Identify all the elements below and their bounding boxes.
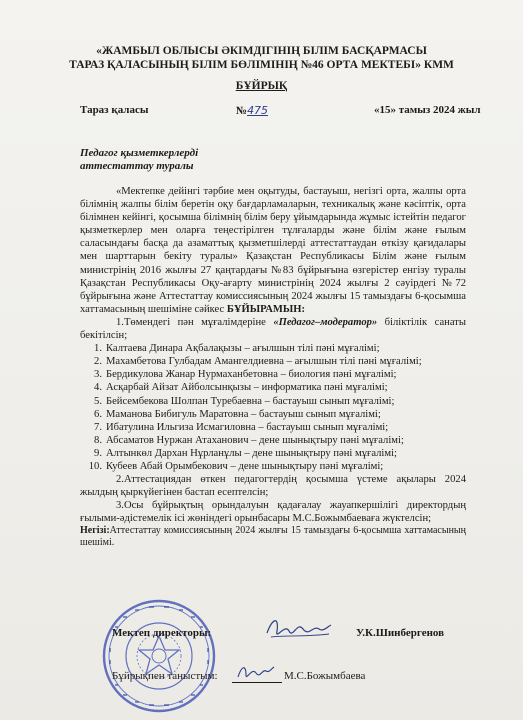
- list-item-number: 6.: [94, 408, 102, 420]
- basis-label: Негізі:: [80, 525, 110, 537]
- city: Тараз қаласы: [80, 104, 149, 116]
- list-item: [80, 395, 466, 408]
- list-item-number: 9.: [94, 447, 102, 459]
- official-stamp-icon: [101, 598, 217, 714]
- point-1: [80, 316, 466, 342]
- list-item-text: Бердикулова Жанар Нурмаханбетовна – биология пәні мұғалімі;: [106, 369, 397, 381]
- director-name: У.К.Шинбергенов: [356, 627, 445, 639]
- order-number: [236, 104, 268, 117]
- list-item: [80, 381, 466, 394]
- list-item-text: Асқарбай Айзат Айболсынқызы – информатика пәні мұғалімі;: [106, 382, 388, 394]
- subject-line-2: аттестаттау туралы: [80, 160, 194, 172]
- basis-text: Аттестаттау комиссиясының 2024 жылғы 15 тамыздағы 6-қосымша хаттамасының шешімі.: [80, 525, 466, 549]
- order-title: БҰЙРЫҚ: [235, 80, 288, 92]
- list-item-text: Калтаева Динара Ақбалақызы – ағылшын тілі пәні мұғалімі;: [106, 343, 380, 355]
- list-item-number: 8.: [94, 434, 102, 446]
- familiarized-name: М.С.Божымбаева: [284, 670, 366, 682]
- list-item-text: Маманова Бибигуль Маратовна – бастауыш сынып мұғалімі;: [106, 408, 381, 420]
- point-3: 3.Осы бұйрықтың орындалуын қадағалау жауапкершілігі директордың ғылыми-әдістемелік ісі жөніндегі орынбасары М.С.Божымбаеваға жүктелсін;: [80, 500, 466, 525]
- list-item-text: Алтынкөл Дархан Нұрланұлы – дене шынықтыру пәні мұғалімі;: [106, 447, 397, 459]
- list-item-number: 2.: [94, 356, 102, 368]
- director-label: Мектеп директоры:: [112, 627, 212, 639]
- point-1-category: «Педагог–модератор»: [273, 316, 378, 328]
- preamble-text: «Мектепке дейінгі тәрбие мен оқытуды, бастауыш, негізгі орта, жалпы орта білімнің жалпы білім беретін оқу бағдарламаларын, техникалық және кәсіптік, орта білімнен кейінгі, қосымша білімнің білім беру ұйымдарында жұмыс істейтін педагог қызметкерлер мен оларға теңестірілген тұлғаларды және білім және ғылым саласындағы басқа да азаматтық қызметшілерді аттестаттаудан өткізу қағидалары мен шарттарын бекіту туралы» Қазақстан Республикасы Білім және ғылым министрінің 2016 жылғы 27 қаңтардағы №83 бұйрығына өзгерістер енгізу туралы Қазақстан Республикасы Оқу-ағарту министрінің 2024 жылғы 2 сәуірдегі №72 бұйрығына және Аттестаттау комиссиясының 2024 жылғы 15 тамыздағы 6-қосымша хаттамасының шешіміне сәйкес: [80, 186, 466, 315]
- list-item: [80, 460, 466, 473]
- header-line-1: «ЖАМБЫЛ ОБЛЫСЫ ӘКІМДІГІНІҢ БІЛІМ БАСҚАРМАСЫ: [96, 45, 427, 57]
- list-item-text: Бейсембекова Шолпан Туребаевна – бастауыш сынып мұғалімі;: [106, 395, 395, 407]
- familiarized-signature-icon: [234, 659, 276, 685]
- preamble: [80, 185, 466, 316]
- list-item-number: 7.: [94, 421, 102, 433]
- order-subject: [80, 147, 198, 173]
- teacher-list: [80, 342, 466, 473]
- list-item-number: 10.: [88, 460, 102, 472]
- list-item: [80, 342, 466, 355]
- familiarized-label: Бұйрықпен таныстым:: [112, 670, 218, 682]
- list-item-number: 3.: [94, 369, 102, 381]
- subject-line-1: Педагог қызметкерлерді: [80, 147, 199, 159]
- list-item-number: 4.: [94, 382, 102, 394]
- list-item-text: Махамбетова Гулбадам Амангелдиевна – ағылшын тілі пәні мұғалімі;: [106, 356, 422, 368]
- list-item-text: Абсаматов Нуржан Атаханович – дене шынықтыру пәні мұғалімі;: [106, 434, 404, 446]
- list-item: [80, 421, 466, 434]
- director-signature-icon: [263, 613, 333, 645]
- order-number-prefix: №: [236, 105, 248, 117]
- order-body: [80, 185, 466, 549]
- list-item: [80, 368, 466, 381]
- list-item-number: 1.: [94, 343, 102, 355]
- list-item-number: 5.: [94, 395, 102, 407]
- list-item-text: Кубеев Абай Орымбекович – дене шынықтыру пәні мұғалімі;: [106, 460, 384, 472]
- order-number-handwritten: 475: [247, 104, 269, 117]
- order-date: «15» тамыз 2024 жыл: [374, 104, 481, 116]
- header-line-2: ТАРАЗ ҚАЛАСЫНЫҢ БІЛІМ БӨЛІМІНІҢ №46 ОРТА МЕКТЕБІ» КММ: [69, 59, 454, 71]
- list-item-text: Ибатулина Ильгиза Исмагиловна – бастауыш сынып мұғалімі;: [106, 421, 389, 433]
- point-2: 2.Аттестациядан өткен педагогтердің қосымша үстеме ақылары 2024 жылдың қыркүйегінен бастап есептелсін;: [80, 474, 466, 499]
- list-item: [80, 408, 466, 421]
- point-1-before: 1.Төмендегі пән мұғалімдеріне: [116, 316, 266, 328]
- basis-note: [80, 525, 466, 549]
- point-1-after: біліктілік санаты бекітілсін;: [80, 316, 466, 342]
- command-word: БҰЙЫРАМЫН:: [226, 303, 306, 315]
- list-item: [80, 434, 466, 447]
- list-item: [80, 447, 466, 460]
- list-item: [80, 355, 466, 368]
